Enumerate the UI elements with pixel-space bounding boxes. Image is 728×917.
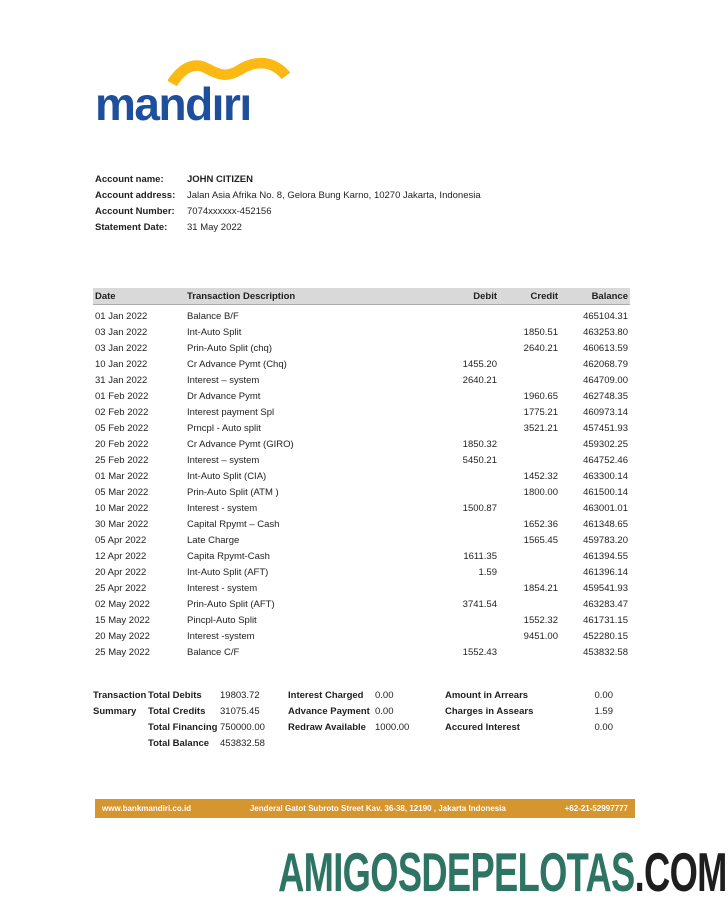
mandiri-logo-text: mandırı [95, 78, 251, 130]
cell-date: 25 Apr 2022 [95, 583, 147, 594]
cell-balance: 461396.14 [583, 567, 628, 578]
table-row [93, 373, 630, 389]
cell-description: Interest -system [187, 631, 255, 642]
cell-description: Dr Advance Pymt [187, 391, 261, 402]
cell-date: 02 Feb 2022 [95, 407, 149, 418]
cell-debit [402, 309, 499, 325]
account-name-value: JOHN CITIZEN [187, 174, 253, 185]
cell-balance: 461500.14 [583, 487, 628, 498]
cell-date: 03 Jan 2022 [95, 343, 148, 354]
cell-balance: 459541.93 [583, 583, 628, 594]
summary-value: 0.00 [375, 706, 394, 717]
cell-credit [499, 437, 560, 453]
cell-credit [499, 597, 560, 613]
cell-debit [402, 405, 499, 421]
summary-value: 1000.00 [375, 722, 410, 733]
cell-description: Interest – system [187, 375, 260, 386]
cell-credit: 1565.45 [523, 535, 558, 546]
account-number-label: Account Number: [95, 206, 175, 217]
statement-date-row [95, 220, 615, 236]
cell-balance: 462748.35 [583, 391, 628, 402]
watermark-tld: .COM [634, 841, 727, 903]
header-description: Transaction Description [187, 290, 296, 302]
account-name-label: Account name: [95, 174, 164, 185]
summary-value: 31075.45 [220, 706, 260, 717]
cell-debit [402, 421, 499, 437]
table-row [93, 501, 630, 517]
footer-bar [95, 799, 635, 818]
cell-balance: 457451.93 [583, 423, 628, 434]
summary-label: Charges in Assears [445, 706, 534, 717]
account-address-label: Account address: [95, 190, 176, 201]
transaction-table [93, 288, 630, 661]
cell-credit: 9451.00 [523, 631, 558, 642]
cell-balance: 461731.15 [583, 615, 628, 626]
cell-date: 15 May 2022 [95, 615, 150, 626]
summary-label: Redraw Available [288, 722, 366, 733]
summary-value: 19803.72 [220, 690, 260, 701]
summary-label [288, 736, 375, 752]
cell-debit [402, 325, 499, 341]
summary-title: Transaction [93, 690, 147, 701]
statement-date-label: Statement Date: [95, 222, 168, 233]
cell-balance: 460973.14 [583, 407, 628, 418]
summary-label [445, 736, 545, 752]
account-name-row [95, 172, 615, 188]
summary-value: 0.00 [594, 690, 613, 701]
table-row [93, 517, 630, 533]
cell-debit: 1611.35 [463, 551, 497, 562]
cell-date: 25 May 2022 [95, 647, 150, 658]
cell-description: Prncpl - Auto split [187, 423, 261, 434]
cell-credit: 1775.21 [523, 407, 558, 418]
cell-balance: 463283.47 [583, 599, 628, 610]
cell-debit [402, 581, 499, 597]
account-address-row [95, 188, 615, 204]
cell-debit: 5450.21 [462, 455, 497, 466]
header-credit: Credit [530, 290, 558, 302]
table-row [93, 597, 630, 613]
cell-balance: 462068.79 [583, 359, 628, 370]
transaction-summary [93, 688, 630, 752]
cell-description: Late Charge [187, 535, 240, 546]
cell-date: 31 Jan 2022 [95, 375, 148, 386]
table-row [93, 325, 630, 341]
cell-debit: 3741.54 [462, 599, 497, 610]
cell-debit [402, 629, 499, 645]
cell-credit: 1552.32 [523, 615, 558, 626]
account-number-value: 7074xxxxxx-452156 [187, 206, 272, 217]
cell-debit: 1.59 [478, 567, 497, 578]
cell-description: Capital Rpymt – Cash [187, 519, 280, 530]
cell-date: 10 Jan 2022 [95, 359, 148, 370]
account-number-row [95, 204, 615, 220]
cell-description: Int-Auto Split (CIA) [187, 471, 267, 482]
cell-debit [402, 389, 499, 405]
cell-description: Prin-Auto Split (ATM ) [187, 487, 279, 498]
summary-value: 1.59 [594, 706, 613, 717]
cell-debit [402, 485, 499, 501]
site-watermark [278, 841, 727, 903]
cell-date: 25 Feb 2022 [95, 455, 149, 466]
transaction-rows [93, 309, 630, 661]
summary-title: Summary [93, 706, 137, 717]
cell-credit: 1800.00 [523, 487, 558, 498]
cell-credit [499, 309, 560, 325]
cell-balance: 464709.00 [583, 375, 628, 386]
table-row [93, 341, 630, 357]
cell-debit [402, 517, 499, 533]
table-row [93, 565, 630, 581]
table-row [93, 581, 630, 597]
header-balance: Balance [591, 290, 628, 302]
cell-date: 30 Mar 2022 [95, 519, 149, 530]
cell-description: Int-Auto Split (AFT) [187, 567, 269, 578]
table-header [93, 288, 630, 305]
cell-balance: 464752.46 [583, 455, 628, 466]
cell-balance: 461348.65 [583, 519, 628, 530]
cell-credit: 2640.21 [523, 343, 558, 354]
cell-date: 05 Mar 2022 [95, 487, 149, 498]
cell-credit [499, 357, 560, 373]
table-row [93, 389, 630, 405]
cell-debit: 2640.21 [462, 375, 497, 386]
cell-balance: 452280.15 [583, 631, 628, 642]
table-row [93, 469, 630, 485]
cell-balance: 461394.55 [583, 551, 628, 562]
cell-debit [402, 613, 499, 629]
table-row [93, 629, 630, 645]
cell-date: 20 Feb 2022 [95, 439, 149, 450]
cell-description: Interest – system [187, 455, 260, 466]
table-row [93, 453, 630, 469]
cell-credit [499, 549, 560, 565]
cell-description: Interest payment Spl [187, 407, 275, 418]
summary-label: Total Credits [148, 706, 206, 717]
account-info [95, 172, 615, 236]
cell-description: Interest - system [187, 503, 258, 514]
cell-date: 20 Apr 2022 [95, 567, 147, 578]
cell-date: 10 Mar 2022 [95, 503, 149, 514]
cell-balance: 459302.25 [583, 439, 628, 450]
summary-value: 453832.58 [220, 738, 265, 749]
cell-debit [402, 341, 499, 357]
cell-credit [499, 373, 560, 389]
cell-description: Pincpl-Auto Split [187, 615, 257, 626]
table-row [93, 645, 630, 661]
summary-grid [93, 688, 630, 752]
cell-balance: 463300.14 [583, 471, 628, 482]
cell-credit: 3521.21 [523, 423, 558, 434]
cell-balance: 465104.31 [583, 311, 628, 322]
footer-website: www.bankmandiri.co.id [102, 804, 192, 813]
cell-description: Prin-Auto Split (AFT) [187, 599, 275, 610]
cell-debit: 1552.43 [462, 647, 497, 658]
summary-value [375, 736, 445, 752]
table-row [93, 421, 630, 437]
cell-date: 05 Feb 2022 [95, 423, 149, 434]
summary-title [93, 736, 148, 752]
summary-value [545, 736, 630, 752]
cell-balance: 463001.01 [583, 503, 628, 514]
cell-credit [499, 565, 560, 581]
cell-date: 20 May 2022 [95, 631, 150, 642]
summary-label: Total Balance [148, 738, 210, 749]
table-row [93, 357, 630, 373]
header-debit: Debit [473, 290, 497, 302]
cell-date: 01 Mar 2022 [95, 471, 149, 482]
cell-debit [402, 469, 499, 485]
cell-description: Balance B/F [187, 311, 239, 322]
summary-label: Interest Charged [288, 690, 364, 701]
table-row [93, 613, 630, 629]
summary-label: Advance Payment [288, 706, 370, 717]
table-row [93, 405, 630, 421]
table-row [93, 549, 630, 565]
table-row [93, 533, 630, 549]
cell-date: 03 Jan 2022 [95, 327, 148, 338]
cell-date: 01 Feb 2022 [95, 391, 149, 402]
summary-label: Total Financing [148, 722, 218, 733]
cell-balance: 459783.20 [583, 535, 628, 546]
cell-credit [499, 645, 560, 661]
cell-credit: 1854.21 [523, 583, 558, 594]
summary-title [93, 720, 148, 736]
table-row [93, 309, 630, 325]
cell-description: Capita Rpymt-Cash [187, 551, 270, 562]
cell-date: 02 May 2022 [95, 599, 150, 610]
mandiri-logo [95, 55, 295, 133]
header-date: Date [95, 290, 116, 302]
table-row [93, 437, 630, 453]
table-row [93, 485, 630, 501]
watermark-name: AMIGOSDEPELOTAS [278, 841, 635, 903]
cell-credit: 1850.51 [523, 327, 558, 338]
cell-debit [402, 533, 499, 549]
cell-description: Cr Advance Pymt (Chq) [187, 359, 287, 370]
cell-balance: 460613.59 [583, 343, 628, 354]
summary-label: Accured Interest [445, 722, 520, 733]
summary-label: Total Debits [148, 690, 202, 701]
cell-date: 12 Apr 2022 [95, 551, 147, 562]
summary-label: Amount in Arrears [445, 690, 529, 701]
account-address-value: Jalan Asia Afrika No. 8, Gelora Bung Karno, 10270 Jakarta, Indonesia [187, 190, 481, 201]
cell-description: Int-Auto Split [187, 327, 242, 338]
cell-debit: 1500.87 [462, 503, 497, 514]
cell-debit: 1455.20 [462, 359, 497, 370]
cell-description: Interest - system [187, 583, 258, 594]
cell-credit: 1960.65 [523, 391, 558, 402]
footer-address: Jenderal Gatot Subroto Street Kav. 36-38, 12190 , Jakarta Indonesia [249, 804, 506, 813]
cell-credit [499, 453, 560, 469]
cell-description: Prin-Auto Split (chq) [187, 343, 273, 354]
footer-phone: +62-21-52997777 [564, 804, 628, 813]
cell-credit [499, 501, 560, 517]
cell-credit: 1652.36 [523, 519, 558, 530]
cell-date: 05 Apr 2022 [95, 535, 147, 546]
summary-value: 0.00 [594, 722, 613, 733]
summary-value: 750000.00 [220, 722, 265, 733]
statement-date-value: 31 May 2022 [187, 222, 242, 233]
cell-date: 01 Jan 2022 [95, 311, 148, 322]
cell-description: Cr Advance Pymt (GIRO) [187, 439, 294, 450]
cell-debit: 1850.32 [462, 439, 497, 450]
cell-balance: 453832.58 [583, 647, 628, 658]
cell-description: Balance C/F [187, 647, 240, 658]
cell-credit: 1452.32 [523, 471, 558, 482]
summary-value: 0.00 [375, 690, 394, 701]
cell-balance: 463253.80 [583, 327, 628, 338]
